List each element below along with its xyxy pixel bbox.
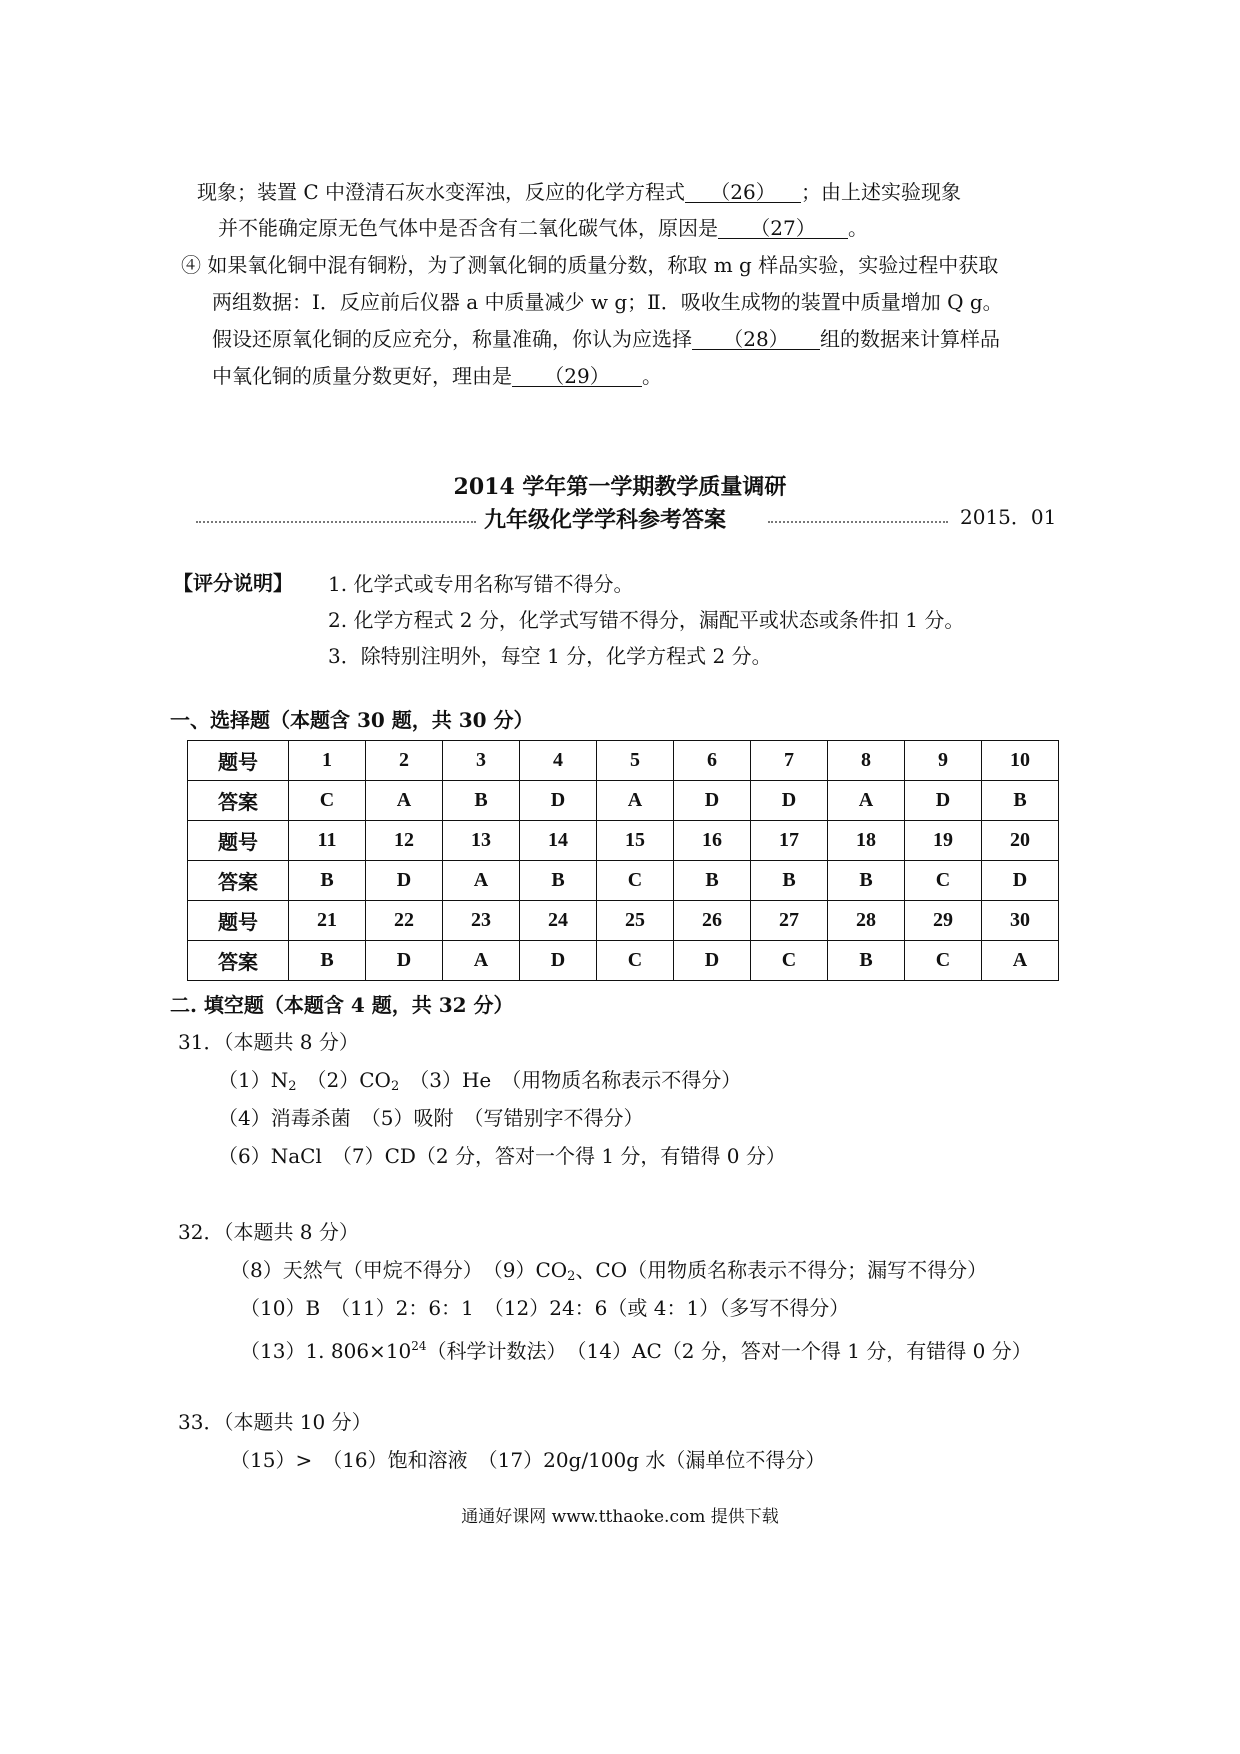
table-cell: C [751,941,828,981]
table-cell: D [982,861,1059,901]
answer-table [187,740,1059,981]
table-cell: 16 [674,821,751,861]
table-row [188,821,1059,861]
table-cell: 15 [597,821,674,861]
table-cell: B [520,861,597,901]
table-cell: B [751,861,828,901]
table-row [188,941,1059,981]
table-cell: 26 [674,901,751,941]
table-row [188,861,1059,901]
table-cell: 28 [828,901,905,941]
question-head-33: 33．（本题共 10 分） [178,1410,372,1434]
table-cell: B [289,861,366,901]
dotted-rule [768,521,948,523]
table-cell: A [597,781,674,821]
table-cell: 22 [366,901,443,941]
table-cell: 7 [751,741,828,781]
table-cell: 5 [597,741,674,781]
paragraph-line: 现象；装置 C 中澄清石灰水变浑浊，反应的化学方程式 （26） ；由上述实验现象 [197,180,962,204]
answer-line: （10）B （11）2：6：1 （12）24：6（或 4：1）（多写不得分） [240,1296,850,1320]
table-cell: 23 [443,901,520,941]
table-cell: 3 [443,741,520,781]
table-cell: 1 [289,741,366,781]
table-cell: C [905,861,982,901]
paragraph-line: 两组数据：Ⅰ．反应前后仪器 a 中质量减少 w g；Ⅱ．吸收生成物的装置中质量增加 Q g。 [212,290,1003,314]
table-cell: 20 [982,821,1059,861]
scoring-item: 3．除特别注明外，每空 1 分，化学方程式 2 分。 [328,644,772,668]
table-row [188,901,1059,941]
table-cell: 11 [289,821,366,861]
document-date: 2015．01 [960,505,1057,529]
answer-line: （15）> （16）饱和溶液 （17）20g/100g 水（漏单位不得分） [230,1448,826,1472]
table-cell: 18 [828,821,905,861]
table-cell: A [443,941,520,981]
table-cell: 30 [982,901,1059,941]
table-cell: A [982,941,1059,981]
table-cell: 12 [366,821,443,861]
table-cell: A [366,781,443,821]
table-cell: D [905,781,982,821]
answer-line: （13）1. $806\times 10^{24}$（科学计数法） （14）AC（2 分，答对一个得 1 分，有错得 0 分） [240,1339,1032,1363]
paragraph-line: 假设还原氧化铜的反应充分，称量准确，你认为应选择 （28） 组的数据来计算样品 [212,327,1000,351]
table-cell: B [674,861,751,901]
page-subtitle: 九年级化学学科参考答案 [484,507,727,533]
table-cell: B [443,781,520,821]
table-cell: B [289,941,366,981]
paragraph-line: ④ 如果氧化铜中混有铜粉，为了测氧化铜的质量分数，称取 m g 样品实验，实验过程中获取 [181,253,999,277]
table-cell: 29 [905,901,982,941]
table-cell: 题号 [188,821,289,861]
table-cell: 21 [289,901,366,941]
scoring-label: 【评分说明】 [173,571,293,595]
table-cell: 题号 [188,741,289,781]
table-cell: C [289,781,366,821]
table-cell: A [828,781,905,821]
dotted-rule [196,521,476,523]
question-head-31: 31．（本题共 8 分） [178,1030,359,1054]
footer-credit: 通通好课网 www.tthaoke.com 提供下载 [461,1507,779,1527]
paragraph-line: 中氧化铜的质量分数更好，理由是 （29） 。 [212,364,662,388]
table-cell: D [674,781,751,821]
section-heading: 二. 填空题（本题含 4 题，共 32 分） [170,993,514,1017]
answer-line: （8）天然气（甲烷不得分） $(9)CO_2$、CO（用物质名称表示不得分；漏写不得分） [230,1258,988,1284]
table-cell: 题号 [188,901,289,941]
question-head-32: 32．（本题共 8 分） [178,1220,359,1244]
table-cell: 25 [597,901,674,941]
table-row [188,741,1059,781]
table-cell: D [751,781,828,821]
paragraph-line: 并不能确定原无色气体中是否含有二氧化碳气体，原因是 （27） 。 [218,216,868,240]
table-cell: B [828,941,905,981]
table-cell: C [597,861,674,901]
section-heading: 一、选择题（本题含 30 题，共 30 分） [170,708,534,732]
answer-blank-28: （28） [692,329,820,350]
table-cell: 8 [828,741,905,781]
table-cell: D [520,781,597,821]
table-cell: 答案 [188,941,289,981]
table-cell: 10 [982,741,1059,781]
scoring-item: 1. 化学式或专用名称写错不得分。 [328,572,634,596]
answer-line: $(1)N_2$ $(2)CO_2$ （3）He （用物质名称表示不得分） [218,1068,742,1094]
table-cell: D [366,861,443,901]
table-cell: 13 [443,821,520,861]
answer-line: （4）消毒杀菌 （5）吸附 （写错别字不得分） [218,1106,644,1130]
table-cell: 27 [751,901,828,941]
table-cell: 19 [905,821,982,861]
answer-blank-29: （29） [512,366,642,387]
table-cell: D [674,941,751,981]
answer-blank-26: （26） [685,182,801,203]
table-cell: 24 [520,901,597,941]
table-cell: 9 [905,741,982,781]
answer-line: （6）NaCl （7）CD（2 分，答对一个得 1 分，有错得 0 分） [218,1144,786,1168]
table-cell: C [905,941,982,981]
table-cell: D [366,941,443,981]
table-cell: 4 [520,741,597,781]
table-cell: B [828,861,905,901]
table-cell: 14 [520,821,597,861]
table-cell: A [443,861,520,901]
table-cell: 2 [366,741,443,781]
table-cell: 17 [751,821,828,861]
scoring-item: 2. 化学方程式 2 分，化学式写错不得分，漏配平或状态或条件扣 1 分。 [328,608,965,632]
table-cell: 答案 [188,781,289,821]
table-cell: D [520,941,597,981]
page-title: 2014 学年第一学期教学质量调研 [453,474,787,500]
table-cell: B [982,781,1059,821]
table-row [188,781,1059,821]
table-cell: C [597,941,674,981]
answer-blank-27: （27） [718,218,848,239]
table-cell: 答案 [188,861,289,901]
table-cell: 6 [674,741,751,781]
